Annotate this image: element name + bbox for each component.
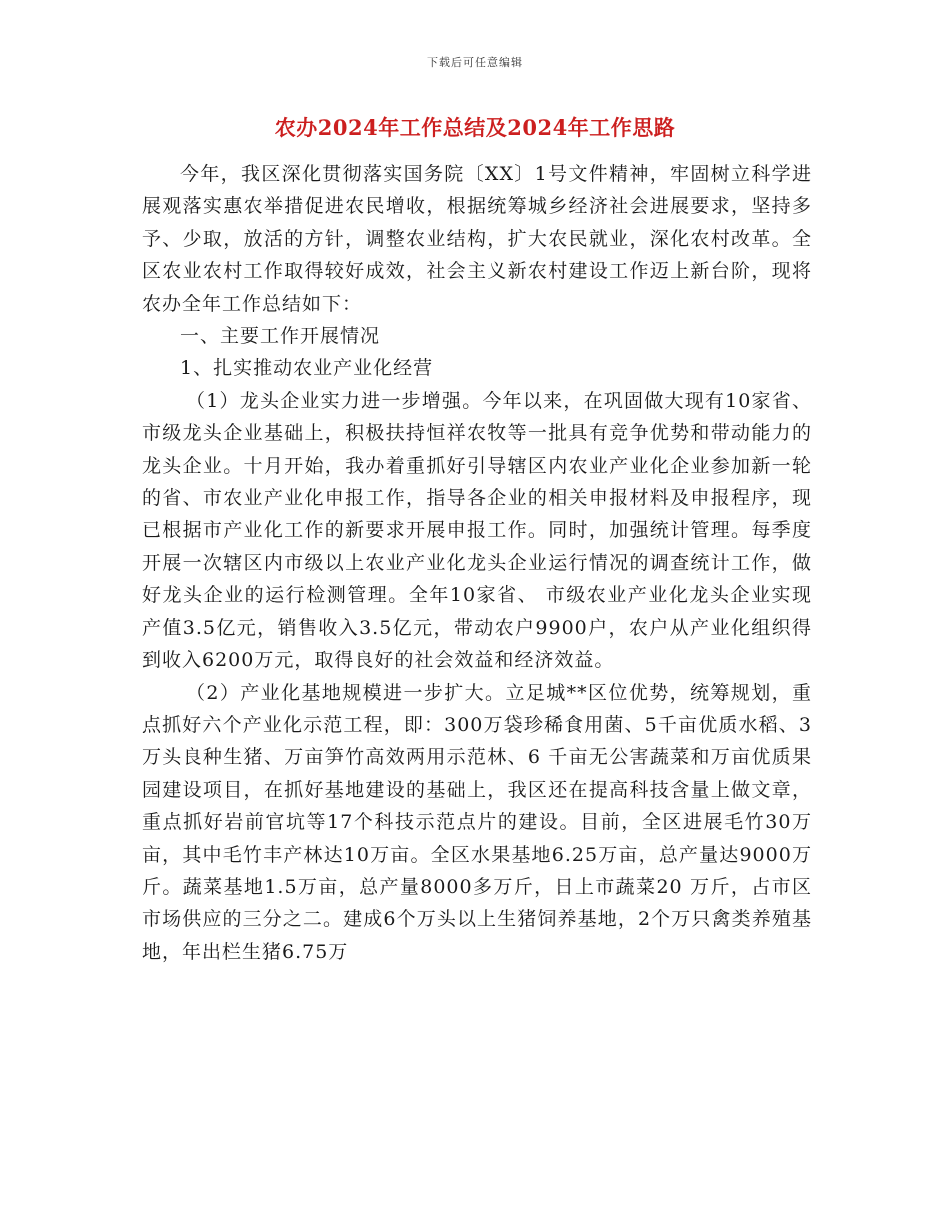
document-body <box>142 158 812 968</box>
section-heading: 一、主要工作开展情况 <box>180 325 381 348</box>
paragraph-industrial-bases: （2）产业化基地规模进一步扩大。立足城**区位优势，统筹规划，重点抓好六个产业化示范工程，即：300万袋珍稀食用菌、5千亩优质水稻、3 万头良种生猪、万亩笋竹高效两用示范林、6 千亩无公害蔬菜和万亩优质果园建设项目，在抓好基地建设的基础上，我区还在提高科技含量上做文章，重点抓好岩前官坑等17个科技示范点片的建设。目前，全区进展毛竹30万亩，其中毛竹丰产林达10万亩。全区水果基地6.25万亩，总产量达9000万斤。蔬菜基地1.5万亩，总产量8000多万斤，日上市蔬菜20 万斤，占市区市场供应的三分之二。建成6个万头以上生猪饲养基地，2个万只禽类养殖基地，年出栏生猪6.75万 <box>142 681 812 963</box>
header-note: 下载后可任意编辑 <box>427 56 523 69</box>
paragraph-intro: 今年，我区深化贯彻落实国务院〔XX〕1号文件精神，牢固树立科学进展观落实惠农举措促进农民增收，根据统筹城乡经济社会进展要求，坚持多予、少取，放活的方针，调整农业结构，扩大农民就业，深化农村改革。全区农业农村工作取得较好成效，社会主义新农村建设工作迈上新台阶，现将农办全年工作总结如下： <box>142 163 812 315</box>
paragraph-leading-enterprises: （1）龙头企业实力进一步增强。今年以来，在巩固做大现有10家省、市级龙头企业基础上，积极扶持恒祥农牧等一批具有竞争优势和带动能力的龙头企业。十月开始，我办着重抓好引导辖区内农业产业化企业参加新一轮的省、市农业产业化申报工作，指导各企业的相关申报材料及申报程序，现已根据市产业化工作的新要求开展申报工作。同时，加强统计管理。每季度开展一次辖区内市级以上农业产业化龙头企业运行情况的调查统计工作，做好龙头企业的运行检测管理。全年10家省、 市级农业产业化龙头企业实现产值3.5亿元，销售收入3.5亿元，带动农户9900户，农户从产业化组织得到收入6200万元，取得良好的社会效益和经济效益。 <box>142 389 812 672</box>
document-title: 农办2024年工作总结及2024年工作思路 <box>274 115 676 140</box>
subsection-heading: 1、扎实推动农业产业化经营 <box>180 357 434 380</box>
